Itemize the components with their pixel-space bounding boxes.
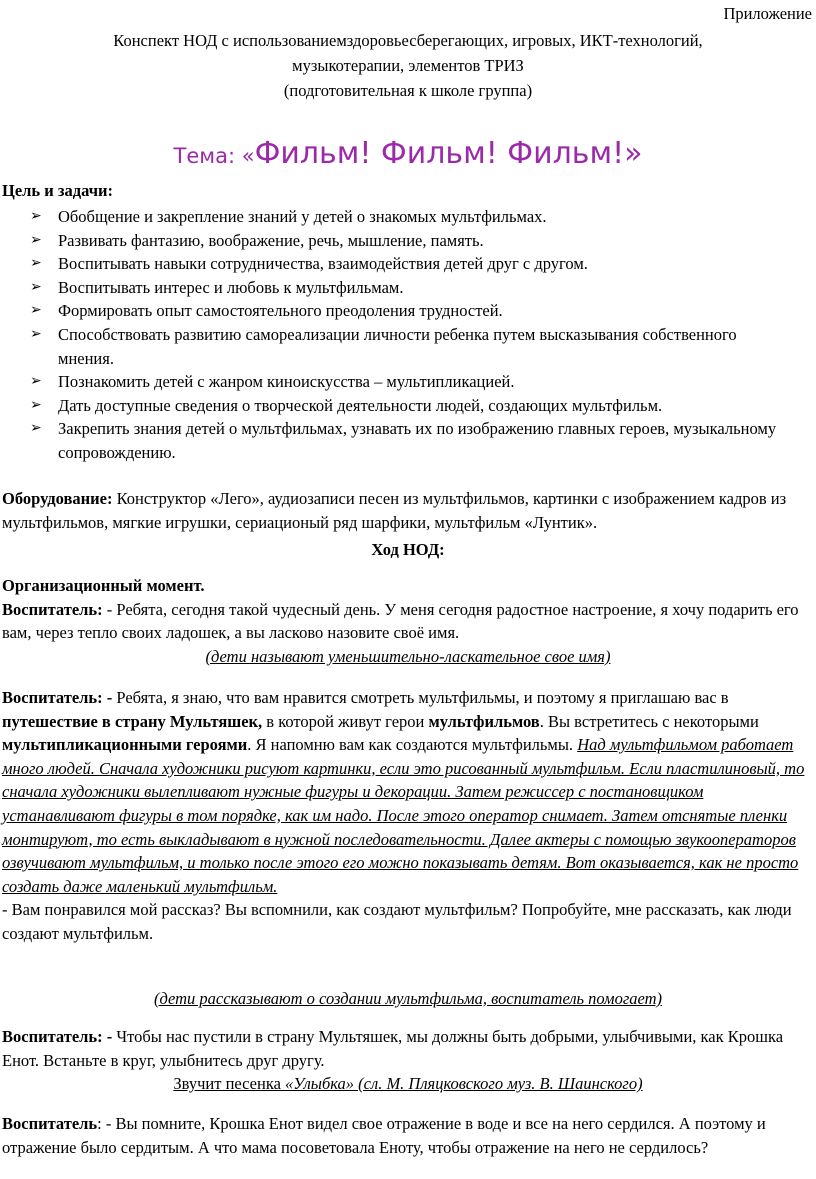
goal-item: ➢ Познакомить детей с жанром киноискусства – мультипликацией. <box>0 370 790 394</box>
org-heading: Организационный момент. <box>2 576 205 595</box>
course-heading: Ход НОД: <box>371 540 445 559</box>
equipment-label: Оборудование: <box>2 489 113 508</box>
goal-item: ➢ Воспитывать навыки сотрудничества, взаимодействия детей друг с другом. <box>0 252 790 276</box>
story-text: Над мультфильмом работает много людей. Сначала художники рисуют картинки, если это рисованный мультфильм. Если пластилиновый, то сначала художники вылепливают нужные фигуры и декорации. Затем режиссер с постановщиком устанавливают фигуры в том порядке, как им надо. После этого оператор снимает. Затем отснятые пленки монтируют, то есть выкладывают в нужной последовательности. Далее актеры с помощью звукооператоров озвучивают мультфильм, и только после этого его можно показывать детям. Вот оказывается, как не просто создать даже маленький мультфильм. <box>2 735 805 896</box>
header-line-1: Конспект НОД с использованиемздоровьесберегающих, игровых, ИКТ-технологий, <box>113 31 703 50</box>
theme-title <box>0 136 816 171</box>
arrow-bullet-icon: ➢ <box>30 255 42 272</box>
org-moment <box>2 574 814 668</box>
goal-item: ➢ Дать доступные сведения о творческой деятельности людей, создающих мультфильм. <box>0 394 790 418</box>
arrow-bullet-icon: ➢ <box>30 373 42 390</box>
goals-heading: Цель и задачи: <box>2 181 114 200</box>
equipment-text: Конструктор «Лего», аудиозаписи песен из мультфильмов, картинки с изображением кадров из мультфильмов, мягкие игрушки, сериационый ряд шарфики, мультфильм «Лунтик». <box>2 489 787 532</box>
arrow-bullet-icon: ➢ <box>30 302 42 319</box>
goal-item: ➢ Воспитывать интерес и любовь к мультфильмам. <box>0 276 790 300</box>
arrow-bullet-icon: ➢ <box>30 208 42 224</box>
speaker-label: Воспитатель: <box>2 599 103 619</box>
arrow-bullet-icon: ➢ <box>30 278 42 295</box>
appendix-label: Приложение <box>723 4 812 23</box>
document-header <box>0 28 816 103</box>
arrow-bullet-icon: ➢ <box>30 231 42 248</box>
goal-item: ➢ Закрепить знания детей о мультфильмах, узнавать их по изображению главных героев, музыкальному сопровождению. <box>30 419 777 462</box>
header-line-3: (подготовительная к школе группа) <box>283 81 533 100</box>
reflection-paragraph: Воспитатель: - Вы помните, Крошка Енот видел свое отражение в воде и все на него сердился. А поэтому и отражение было сердитым. А что мама посоветовала Еноту, чтобы отражение на него не сердилось? <box>2 1114 766 1157</box>
goal-item: ➢ Формировать опыт самостоятельного преодоления трудностей. <box>0 299 790 323</box>
header-line-2: музыкотерапии, элементов ТРИЗ <box>292 56 524 75</box>
goal-item: ➢ Обобщение и закрепление знаний у детей о знакомых мультфильмах. <box>0 205 790 229</box>
theme-label: Тема: « <box>173 144 255 168</box>
story-note: (дети рассказывают о создании мультфильма, воспитатель помогает) <box>153 989 663 1008</box>
smile-paragraph: Воспитатель: - Чтобы нас пустили в страну Мультяшек, мы должны быть добрыми, улыбчивыми, как Крошка Енот. Встаньте в круг, улыбнитесь друг другу. Звучит песенка «Улыбка» (сл. М. Пляцковского муз. В. Шаинского) <box>2 1025 814 1096</box>
goals-list <box>0 205 790 465</box>
song-line: Звучит песенка «Улыбка» (сл. М. Пляцковского муз. В. Шаинского) <box>173 1074 643 1094</box>
equipment-paragraph <box>2 487 814 534</box>
org-paragraph: Воспитатель: - Ребята, сегодня такой чудесный день. У меня сегодня радостное настроение, я хочу подарить его вам, через тепло своих ладошек, а вы ласково назовите своё имя. <box>2 599 799 643</box>
arrow-bullet-icon: ➢ <box>30 420 42 437</box>
speaker-label: Воспитатель: - <box>2 688 113 707</box>
speaker-label: Воспитатель: - <box>2 1027 113 1046</box>
question-text: - Вам понравился мой рассказ? Вы вспомнили, как создают мультфильм? Попробуйте, мне рассказать, как люди создают мультфильм. <box>2 900 792 943</box>
org-note: (дети называют уменьшительно-ласкательное свое имя) <box>205 646 611 666</box>
arrow-bullet-icon: ➢ <box>30 325 42 342</box>
speaker-label: Воспитатель <box>2 1114 98 1133</box>
arrow-bullet-icon: ➢ <box>30 396 42 413</box>
theme-name: Фильм! Фильм! Фильм!» <box>254 136 643 171</box>
goal-item: ➢ Развивать фантазию, воображение, речь, мышление, память. <box>0 229 790 253</box>
journey-paragraph: Воспитатель: - Ребята, я знаю, что вам нравится смотреть мультфильмы, и поэтому я приглашаю вас в путешествие в страну Мультяшек, в которой живут герои мультфильмов. Вы встретитесь с некоторыми мультипликационными героями. Я напомню вам как создаются мультфильмы. Над мультфильмом работает много людей. Сначала художники рисуют картинки, если это рисованный мультфильм. Если пластилиновый, то сначала художники вылепливают нужные фигуры и декорации. Затем режиссер с постановщиком устанавливают фигуры в том порядке, как им надо. После этого оператор снимает. Затем отснятые пленки монтируют, то есть выкладывают в нужной последовательности. Далее актеры с помощью звукооператоров озвучивают мультфильм, и только после этого его можно показывать детям. Вот оказывается, как не просто создать даже маленький мультфильм. - Вам понравился мой рассказ? Вы вспомнили, как создают мультфильм? Попробуйте, мне рассказать, как люди создают мультфильм. <box>2 686 814 946</box>
goal-item: ➢ Способствовать развитию самореализации личности ребенка путем высказывания собственного мнения. <box>30 324 737 368</box>
